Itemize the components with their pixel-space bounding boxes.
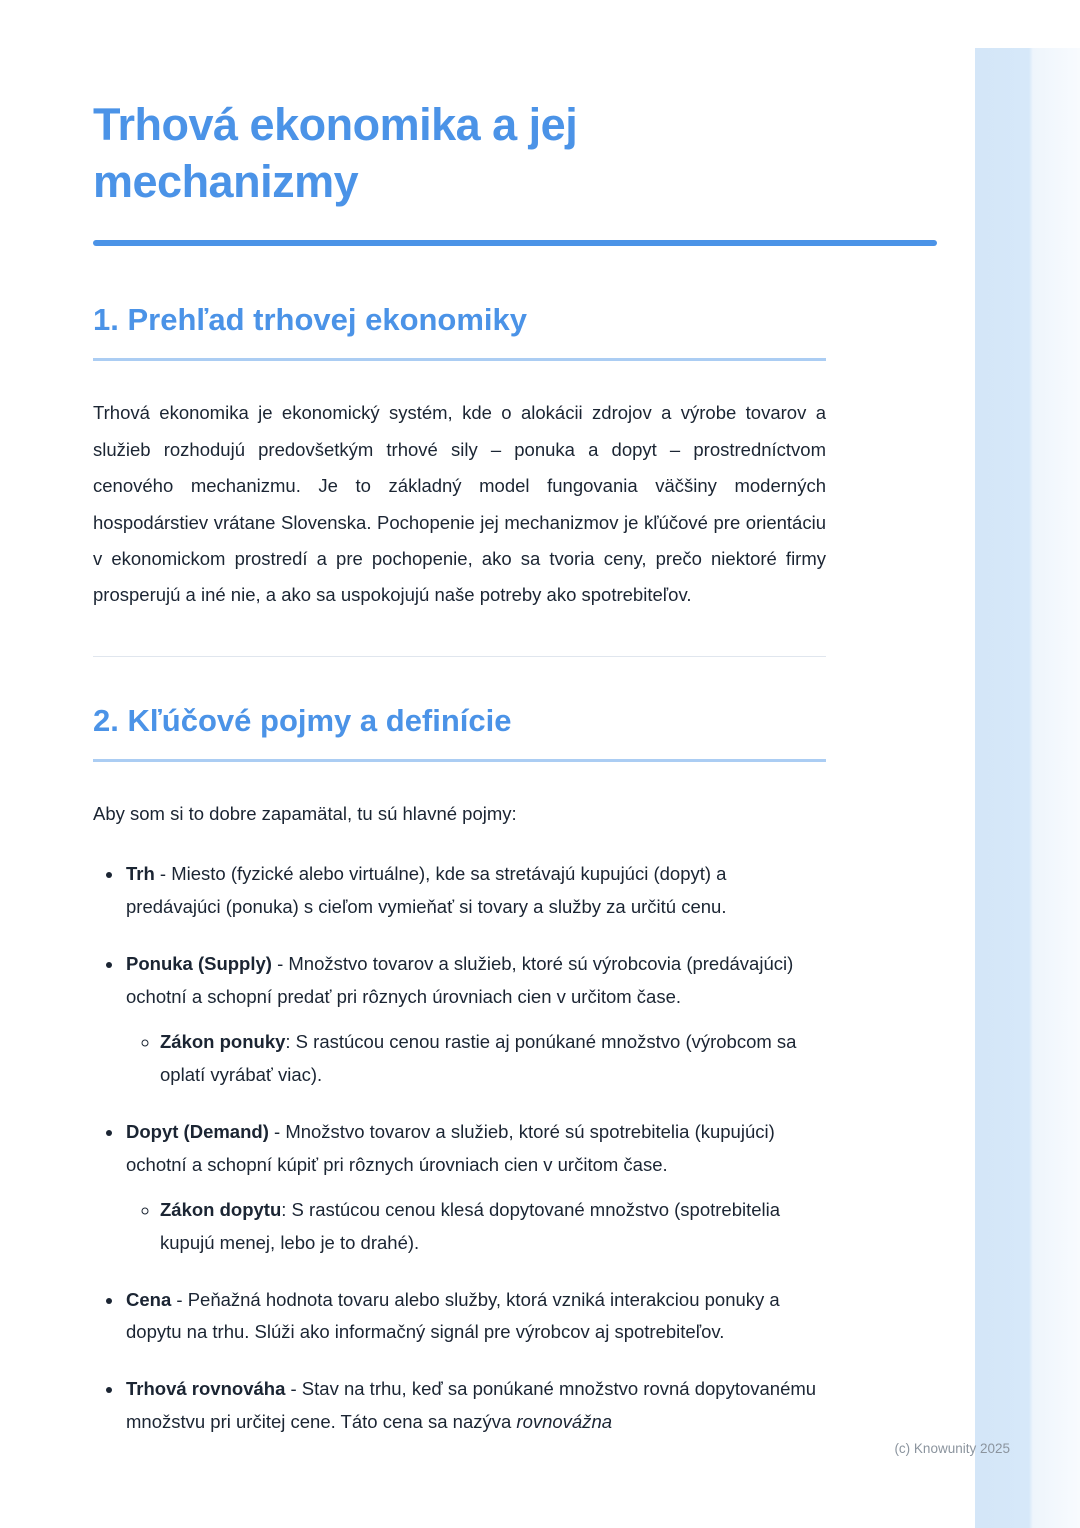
list-item-trh — [124, 858, 826, 924]
sublist — [126, 1194, 826, 1260]
term-label: Ponuka (Supply) — [126, 953, 272, 975]
term-definition: - Množstvo tovarov a služieb, ktoré sú výrobcovia (predávajúci) ochotní a schopní predať pri rôznych úrovniach cien v určitom čase. — [126, 953, 794, 1008]
term-definition: - Množstvo tovarov a služieb, ktoré sú spotrebitelia (kupujúci) ochotní a schopní kúpiť pri rôznych úrovniach cien v určitom čase. — [126, 1120, 775, 1175]
section-2-intro: Aby som si to dobre zapamätal, tu sú hlavné pojmy: — [93, 802, 517, 824]
sublist-item-zakon-dopytu — [160, 1194, 826, 1260]
term-definition: : S rastúcou cenou rastie aj ponúkané množstvo (výrobcom sa oplatí vyrábať viac). — [160, 1031, 797, 1085]
list-item-trhova-rovnovaha — [124, 1373, 826, 1439]
copyright: (c) Knowunity 2025 — [894, 1441, 1010, 1456]
term-label: Zákon ponuky — [160, 1031, 286, 1053]
list-item-dopyt — [124, 1116, 826, 1260]
sublist-item-zakon-ponuky — [160, 1026, 826, 1092]
title-divider — [93, 240, 937, 246]
section-divider — [93, 656, 826, 657]
list-item-ponuka — [124, 948, 826, 1092]
page-title: Trhová ekonomika a jej mechanizmy — [93, 99, 578, 208]
section-1-paragraph: Trhová ekonomika je ekonomický systém, kde o alokácii zdrojov a výrobe tovarov a služieb rozhodujú predovšetkým trhové sily – ponuka a dopyt – prostredníctvom cenového mechanizmu. Je to základný model fungovania väčšiny moderných hospodárstiev vrátane Slovenska. Pochopenie jej mechanizmov je kľúčové pre orientáciu v ekonomickom prostredí a pre pochopenie, ako sa tvoria ceny, prečo niektoré firmy prosperujú a iné nie, a ako sa uspokojujú naše potreby ako spotrebiteľov. — [93, 402, 826, 606]
term-label: Trh — [126, 863, 155, 885]
term-definition: - Peňažná hodnota tovaru alebo služby, ktorá vzniká interakciou ponuky a dopytu na trhu. Slúži ako informačný signál pre výrobcov aj spotrebiteľov. — [126, 1288, 780, 1343]
document-content — [93, 96, 937, 1463]
section-1-heading: 1. Prehľad trhovej ekonomiky — [93, 302, 826, 361]
term-label: Trhová rovnováha — [126, 1378, 286, 1400]
term-definition: - Stav na trhu, keď sa ponúkané množstvo rovná dopytovanému množstvu pri určitej cene. Táto cena sa nazýva — [126, 1378, 817, 1433]
term-label: Dopyt (Demand) — [126, 1120, 269, 1142]
section-overview — [93, 302, 937, 614]
term-definition: - Miesto (fyzické alebo virtuálne), kde sa stretávajú kupujúci (dopyt) a predávajúci (ponuka) s cieľom vymieňať si tovary a služby za určitú cenu. — [126, 863, 727, 918]
key-terms-list — [93, 858, 826, 1439]
section-2-heading: 2. Kľúčové pojmy a definície — [93, 703, 826, 762]
term-label: Zákon dopytu — [160, 1198, 282, 1220]
section-key-terms — [93, 703, 937, 1439]
list-item-cena — [124, 1284, 826, 1350]
term-label: Cena — [126, 1288, 172, 1310]
sublist — [126, 1026, 826, 1092]
term-definition: : S rastúcou cenou klesá dopytované množstvo (spotrebitelia kupujú menej, lebo je to drahé). — [160, 1198, 781, 1253]
page-edge-strip — [975, 48, 1080, 1528]
term-italic: rovnovážna — [516, 1411, 613, 1433]
